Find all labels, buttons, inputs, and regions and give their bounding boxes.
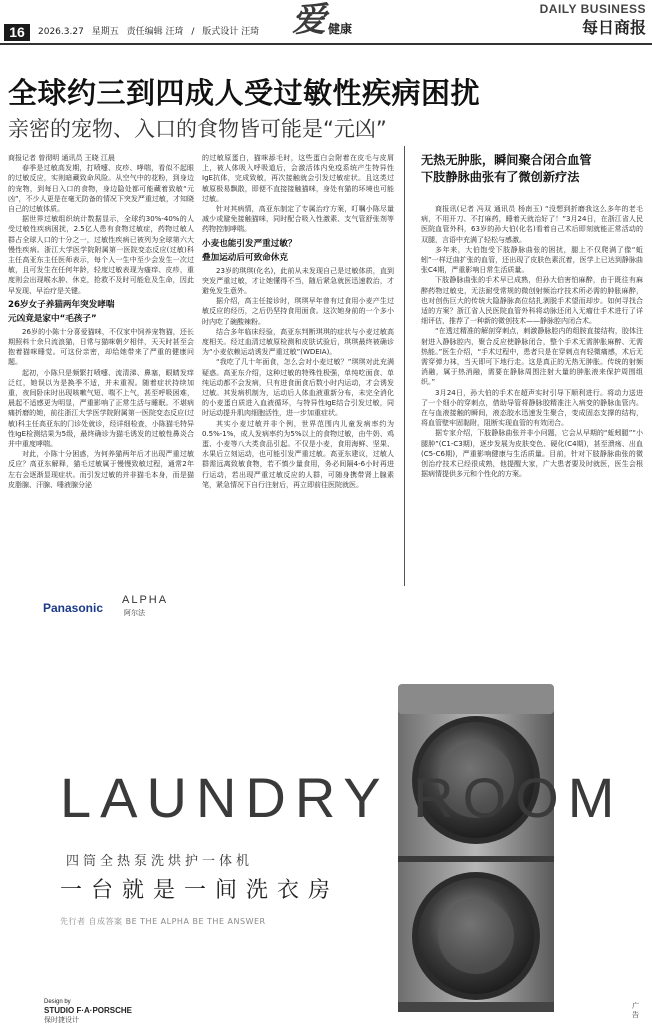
ad-brand-logo: Panasonic	[43, 601, 104, 615]
subheading: 26岁女子养猫两年突发哮喘	[8, 299, 115, 310]
issue-date: 2026.3.27	[38, 27, 84, 37]
page-number: 16	[4, 24, 30, 41]
design-credit: 版式设计 汪琦	[202, 27, 260, 37]
ad-design-by: Design by	[44, 999, 71, 1005]
subheading: 小麦也能引发严重过敏？	[202, 238, 297, 249]
paragraph: 据介绍，高主任接诊时，琪琪早年曾有过食用小麦产生过敏反应的经历，之后仍坚持食用面食。这次她身前的一个多小时内吃了碗酸辣粉。	[202, 297, 394, 326]
newspaper-name-cn: 每日商报	[581, 18, 646, 37]
paragraph: 多年来，大伯饱受下肢静脉曲张的困扰，腿上不仅爬满了像“蚯蚓”一样迂曲扩张的血管，还出现了皮肤色素沉着，医学上已达到静脉曲张C4期，严重影响日常生活质量。	[421, 245, 643, 275]
paragraph: 下肢静脉曲张的手术早已成熟，但孙大伯害怕麻醉，由于既往有麻醉药物过敏史，无法耐受常规的微创射频治疗技术所必需的肿胀麻醉，也对创伤巨大的传统大隐静脉高位结扎剥脱手术望而却步。如何寻找合适的方案？浙江省人民医院血管外科将动脉还闭入无瘤仕手术进行了详细评估，推荐了一种新的微创技术——静脉腔内闭合术。	[421, 276, 643, 326]
column-divider	[404, 146, 405, 586]
paragraph: “在透过精准的解剖穿刺点，刺激静脉腔内的组胺直接结构，胶体注射进入静脉腔内，聚合反应使静脉闭合，整个手术无需肿胀麻醉、无需热能。”医生介绍，“手术过程中，患者只是在穿刺点有轻微痛感，术后无需穿弹力袜，当天即可下地行走。这是真正的无热无肿胀。传统的射频消融，属于热消融，需要在静脉周围注射大量的肿胀液来保护周围组织。”	[421, 327, 643, 387]
paragraph: “我吃了几十年面食，怎么会对小麦过敏？”琪琪对此充满疑惑。高亚东介绍，这种过敏的特殊性极强，单纯吃面食、单纯运动都不会发病，只有进食面食后数小时内运动，才会诱发过敏。其发病机制为，运动后人体血液重新分布，未完全消化的小麦蛋白质进入血液循环，与特异性IgE结合引发过敏，同时运动提升肌肉细胞活性，进一步加重症状。	[202, 358, 394, 418]
article-column-2	[202, 153, 394, 585]
ad-sub-brand: ALPHA	[122, 594, 169, 606]
subheading: 叠加运动后可致命休克	[202, 252, 288, 263]
paragraph: 据世界过敏组织统计数据显示，全球约30%-40%的人受过敏性疾病困扰，2.5亿人患有食物过敏症，药物过敏人群占全球人口的十分之一，过敏性疾病已被列为全球第六大慢性疾病。浙江大学医学院附属第一医院变态反应(过敏)科主任高亚东主任医师表示，每个人一生中至少会发生一次过敏，且可发生在任何年龄，轻度过敏表现为瘙痒、皮疹，重度则会出现喉水肿、休克，抢救不及时可能危及生命，因此早发现、早治疗是关键。	[8, 215, 194, 295]
ad-label: 广告	[632, 1002, 639, 1019]
header-divider	[0, 43, 652, 45]
paragraph: 26岁的小陈十分喜爱猫咪，不仅家中饲养宠物猫，还长期照料十余只流浪猫，日常与猫咪朝夕相伴，天天时甚至会抱着猫咪睡觉。可这份亲密，却给她带来了严重的健康问题。	[8, 327, 194, 367]
paragraph: 起初，小陈只是频繁打喷嚏、流清涕、鼻塞，眼睛发痒泛红，她误以为是换季不适，并未重视。随着症状持续加重，夜间卧床时出现咳嗽气短、喘不上气，甚至呼吸困难，晨起不适感更为明显，严重影响了正常生活与睡眠。不堪病痛折磨的她，前往浙江大学医学院附属第一医院变态反应(过敏)科主任高亚东的门诊处就诊，经详细检查，小陈猫毛特异性IgE检测结果为5级，最终确诊为猫毛诱发的过敏性鼻炎合并中重度哮喘。	[8, 368, 194, 449]
newspaper-name-en: DAILY BUSINESS	[539, 2, 646, 16]
editor-credit: 责任编辑 汪琦	[126, 27, 184, 37]
ad-product-line: 四筒全热泵洗烘护一体机	[66, 854, 254, 869]
ad-tagline: 一台就是一间洗衣房	[60, 878, 340, 903]
advertisement	[0, 588, 652, 1024]
ad-headline: LAUNDRY ROOM	[60, 766, 624, 829]
main-headline: 全球约三到四成人受过敏性疾病困扰	[8, 76, 481, 110]
washer-dryer-image	[392, 684, 560, 1014]
subheading: 元凶竟是家中“毛孩子”	[8, 313, 97, 324]
side-article-title	[421, 152, 643, 186]
paragraph: 对此，小陈十分困惑，为何养猫两年后才出现严重过敏反应？高亚东解释，猫毛过敏属于慢慢致敏过程，通常2年左右会逐渐显现症状。而引发过敏的并非猫毛本身，而是猫皮脂腺、汗腺、唾液腺分泌	[8, 450, 194, 489]
paragraph: 春季是过敏高发期，打喷嚏、皮疹、哮喘，看似不起眼的过敏反应，实则暗藏致命风险。从空气中的花粉，到身边的宠物，到每日入口的食物，身边隐处都可能藏着致敏“元凶”，不少人更是在毫无防备的情况下突发严重过敏，才知晓自己的过敏体质。	[8, 164, 194, 214]
byline: 商报记者 曾彻明 通讯员 王晓 江晨	[8, 154, 115, 162]
side-title-line-1: 无热无肿胀，瞬间聚合闭合血管	[421, 153, 592, 167]
paragraph: 其实小麦过敏并非个例，世界范围内儿童发病率约为0.5%-1%，成人发病率约为5%以上的食物过敏，由牛奶、鸡蛋、小麦等八大类食品引起。不仅是小麦，食用海鲜、坚果、水果后立刻运动，也可能引发严重过敏。高亚东建议，过敏人群需远离致敏食物，若不慎少量食用，务必间隔4-6小时再进行运动，若出现严重过敏反应的人群，可随身携带肾上腺素笔，紧急情况下自行注射后，再立即前往医院就医。	[202, 419, 394, 489]
ad-slogan: 先行者 自成答案 BE THE ALPHA BE THE ANSWER	[60, 917, 266, 926]
article-column-3	[421, 204, 643, 585]
paragraph: 据专家介绍，下肢静脉曲张并非小问题，它会从早期的“蚯蚓腿”“小腿肿”(C1-C3期)，逐步发展为皮肤变色、硬化(C4期)，甚至溃疡、出血(C5-C6期)，严重影响健康与生活质量。目前，针对下肢静脉曲张的微创治疗技术已经很成熟，他提醒大家，广大患者要及时就医，医生会根据病情提供多元和个性化的方案。	[421, 429, 643, 479]
paragraph: 针对其病情，高亚东制定了专属治疗方案，叮嘱小陈尽量减少或避免接触猫咪，同时配合吸入性激素、支气管舒张剂等药物控制哮喘。	[202, 205, 394, 234]
article-column-1	[8, 153, 194, 585]
paragraph: 结合多年临床经验，高亚东判断琪琪的症状与小麦过敏高度相关。经过血清过敏原检测和皮肤试验后，琪琪最终被确诊为“小麦依赖运动诱发严重过敏”(WDEIA)。	[202, 327, 394, 357]
paragraph: 23岁的琪琪(化名)，此前从未发现自己是过敏体质，直到突发严重过敏，才让她懂得不当，随后紧急就医迅速救治，才避免发生意外。	[202, 266, 394, 296]
section-name: 健康	[328, 22, 353, 36]
issue-meta: 2026.3.27 星期五 责任编辑 汪琦 / 版式设计 汪琦	[38, 27, 260, 37]
issue-weekday: 星期五	[91, 27, 119, 37]
side-title-line-2: 下肢静脉曲张有了微创新疗法	[421, 170, 580, 184]
ad-sub-brand-cn: 阿尔法	[124, 609, 145, 617]
main-subhead: 亲密的宠物、入口的食物皆可能是“元凶”	[8, 117, 387, 141]
paragraph: 商报讯(记者 冯双 通讯员 杨南玉) “没想到折磨我这么多年的老毛病，不用开刀、不打麻药，睡着天就治好了！”3月24日，在浙江省人民医院血管外科，63岁的孙大伯(化名)看着自己术后即刻就能正常活动的双腿，言语中充满了轻松与感激。	[421, 205, 643, 244]
ad-design-studio-cn: 保时捷设计	[44, 1016, 79, 1024]
paragraph: 3月24日，孙大伯的手术在超声实时引导下顺利进行。将动力送进了一个细小的穿刺点，借助导管将静脉胶精准注入病变的静脉血管内。在与血液接触的瞬间，液态胶水迅速发生聚合，变成固态支撑的结构，将血管壁牢固黏附，阻断实现血管的有效闭合。	[421, 388, 643, 428]
paragraph: 的过敏原蛋白，猫咪舔毛时，这些蛋白会附着在皮毛与皮屑上，被人体吸入呼吸道后，会激活体内免疫系统产生特异性IgE抗体，完成致敏，再次接触就会引发过敏症状。且这类过敏原极易飘散，即便不直接接触猫咪，身处有猫的环境也可能过敏。	[202, 154, 394, 203]
section-logo-char: 爱	[292, 0, 326, 40]
page-header	[0, 0, 652, 44]
ad-design-studio: STUDIO F·A·PORSCHE	[44, 1006, 132, 1015]
